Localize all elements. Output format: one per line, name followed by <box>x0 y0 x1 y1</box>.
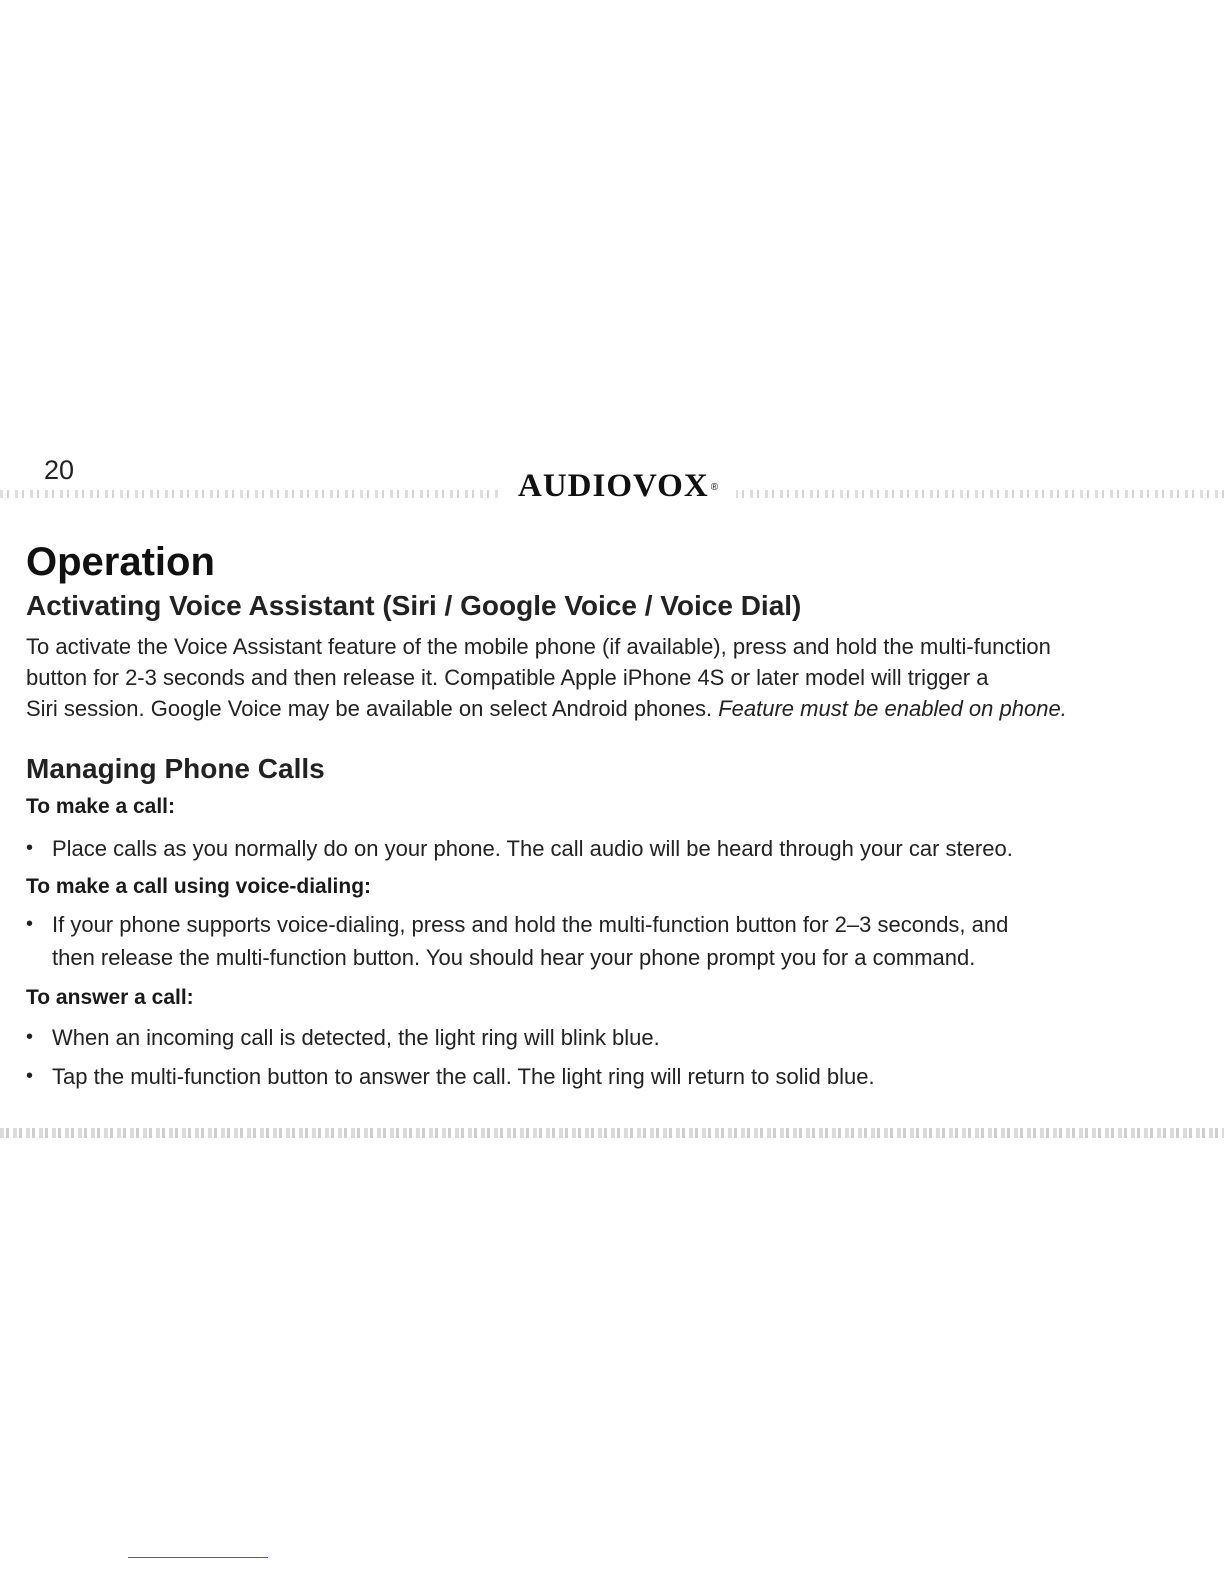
managing-calls-heading: Managing Phone Calls <box>26 753 325 784</box>
list-item-text: then release the multi-function button. You should hear your phone prompt you for a command. <box>52 945 976 970</box>
feature-note: Feature must be enabled on phone. <box>718 696 1067 721</box>
list-item-text: When an incoming call is detected, the light ring will blink blue. <box>52 1025 660 1050</box>
list-item <box>26 832 1196 865</box>
page-title: Operation <box>26 540 215 584</box>
make-call-subhead: To make a call: <box>26 795 176 818</box>
brand-name: AUDIOVOX <box>518 468 709 504</box>
voice-assistant-heading: Activating Voice Assistant (Siri / Google Voice / Voice Dial) <box>26 590 802 621</box>
paragraph-line: button for 2-3 seconds and then release it. Compatible Apple iPhone 4S or later model will trigger a <box>26 665 989 690</box>
list-item-text: Place calls as you normally do on your phone. The call audio will be heard through your car stereo. <box>52 836 1013 861</box>
list-item <box>26 1060 1196 1093</box>
footer-link-line <box>128 1557 268 1558</box>
paragraph-line <box>26 693 1196 724</box>
bullet-icon: • <box>26 913 34 935</box>
bottom-rule <box>0 1128 1224 1138</box>
voice-dialing-subhead: To make a call using voice-dialing: <box>26 875 372 898</box>
paragraph-line-text: Siri session. Google Voice may be available on select Android phones. <box>26 696 713 721</box>
answer-call-subhead: To answer a call: <box>26 986 194 1009</box>
brand-logo <box>500 468 736 505</box>
list-item-text: Tap the multi-function button to answer the call. The light ring will return to solid blue. <box>52 1064 875 1089</box>
page-number: 20 <box>44 455 75 485</box>
paragraph-line: To activate the Voice Assistant feature of the mobile phone (if available), press and hold the multi-function <box>26 634 1051 659</box>
bullet-icon: • <box>26 837 34 859</box>
bullet-icon: • <box>26 1026 34 1048</box>
list-item <box>26 1021 1196 1054</box>
bullet-icon: • <box>26 1065 34 1087</box>
voice-assistant-paragraph <box>26 631 1196 724</box>
brand-registered-mark: ® <box>710 481 719 493</box>
list-item <box>26 908 1196 974</box>
list-item-text: If your phone supports voice-dialing, press and hold the multi-function button for 2–3 seconds, and <box>52 912 1009 937</box>
